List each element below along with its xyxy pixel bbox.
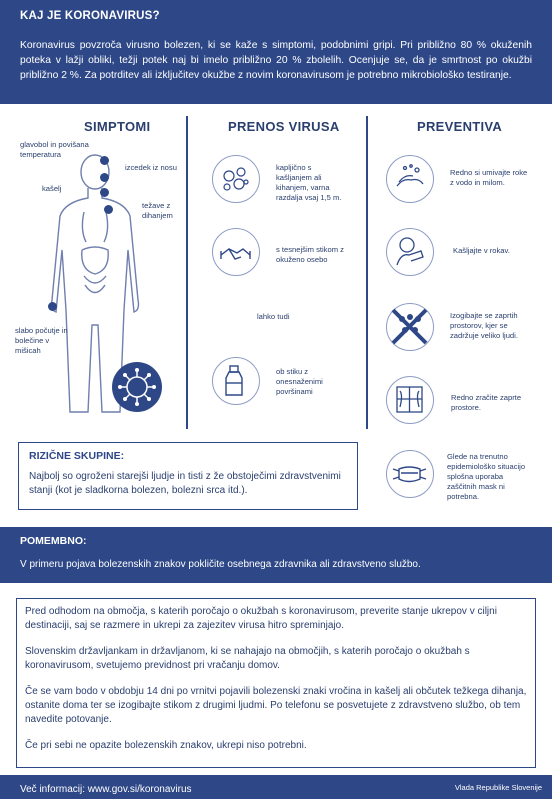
crowd-avoid-icon	[386, 303, 434, 351]
risk-title: RIZIČNE SKUPINE:	[29, 450, 125, 462]
nose-marker	[100, 173, 109, 182]
more-info-link[interactable]: Več informacij: www.gov.si/koronavirus	[20, 784, 192, 795]
symptoms-title: SIMPTOMI	[84, 119, 151, 134]
travel-paragraph: Pred odhodom na območja, s katerih poročajo o okužbah s koronavirusom, preverite stanje ukrepov v ciljni destinaciji, saj se razmere in ukrepi za zajezitev virusa hitro spreminjajo.	[25, 606, 497, 631]
face-mask-icon	[386, 450, 434, 498]
travel-paragraph: Če pri sebi ne opazite bolezenskih znakov, ukrepi niso potrebni.	[25, 740, 307, 751]
travel-advice-box	[16, 598, 536, 768]
prevention-title: PREVENTIVA	[417, 119, 503, 134]
transmission-surfaces: ob stiku z onesnaženimi površinami	[276, 367, 323, 396]
sneeze-droplets-icon	[212, 155, 260, 203]
handwashing-icon	[386, 155, 434, 203]
important-text: V primeru pojava bolezenskih znakov pokličite osebnega zdravnika ali zdravstveno službo.	[20, 559, 421, 570]
transmission-droplets: kapljično s kašljanjem ali kihanjem, varna razdalja vsaj 1,5 m.	[276, 163, 342, 202]
transmission-contact: s tesnejšim stikom z okuženo osebo	[276, 245, 344, 264]
symptom-breath: težave z dihanjem	[142, 201, 173, 220]
intro-banner	[0, 0, 552, 104]
bottle-icon	[212, 357, 260, 405]
intro-text: Koronavirus povzroča virusno bolezen, ki se kaže s simptomi, podobnimi gripi. Pri približno 80 % okuženih poteka v lažji obliki, težji potek naj bi imelo približno 20 % zbolelih. Ocenjuje se, da je smrtnost po okužbi približno 2 %. Za potrditev ali izključitev okužbe z novim koronavirusom je potrebno mikrobiološko testiranje.	[20, 40, 532, 81]
chest-marker	[104, 205, 113, 214]
symptom-fever: glavobol in povišana temperatura	[20, 140, 89, 159]
risk-text: Najbolj so ogroženi starejši ljudje in tisti z že obstoječimi zdravstvenimi stanji (kot je sladkorna bolezen, bolezni srca itd.).	[29, 471, 341, 496]
head-marker	[100, 156, 109, 165]
handshake-icon	[212, 228, 260, 276]
prevention-masks: Glede na trenutno epidemiološko situacijo splošna uporaba zaščitnih mask ni potrebna.	[447, 452, 526, 501]
important-title: POMEMBNO:	[20, 535, 87, 547]
cough-sleeve-icon	[386, 228, 434, 276]
footer	[0, 775, 552, 799]
intro-title: KAJ JE KORONAVIRUS?	[20, 10, 160, 22]
symptom-cough: kašelj	[42, 184, 62, 193]
arm-marker	[48, 302, 57, 311]
column-divider	[366, 116, 368, 429]
risk-groups-box	[18, 442, 358, 510]
throat-marker	[100, 188, 109, 197]
window-ventilate-icon	[386, 376, 434, 424]
important-banner	[0, 527, 552, 583]
prevention-wash: Redno si umivajte roke z vodo in milom.	[450, 168, 528, 187]
travel-paragraph: Slovenskim državljankam in državljanom, ki se nahajajo na območjih, s katerih poročajo o okužbah s koronavirusom, svetujemo previdnost pri vračanju domov.	[25, 646, 470, 671]
symptom-nose: izcedek iz nosu	[125, 163, 177, 172]
government-credit: Vlada Republike Slovenije	[454, 783, 542, 792]
transmission-title: PRENOS VIRUSA	[228, 119, 340, 134]
prevention-ventilate: Redno zračite zaprte prostore.	[451, 393, 522, 412]
symptom-malaise: slabo počutje in bolečine v mišicah	[15, 326, 68, 355]
virus-icon	[112, 362, 162, 412]
prevention-sleeve: Kašljajte v rokav.	[453, 246, 510, 255]
transmission-mild: lahko tudi	[257, 312, 290, 321]
column-divider	[186, 116, 188, 429]
prevention-avoid: Izogibajte se zaprtih prostorov, kjer se zadržuje veliko ljudi.	[450, 311, 518, 340]
travel-paragraph: Če se vam bodo v obdobju 14 dni po vrnitvi pojavili bolezenski znaki vročina in kašelj ali občutek težkega dihanja, ostanite doma ter se izogibajte stikom z drugimi ljudmi. Po telefonu se posvetujete z zdravstveno službo, ob tem navedite potovanje.	[25, 686, 527, 725]
